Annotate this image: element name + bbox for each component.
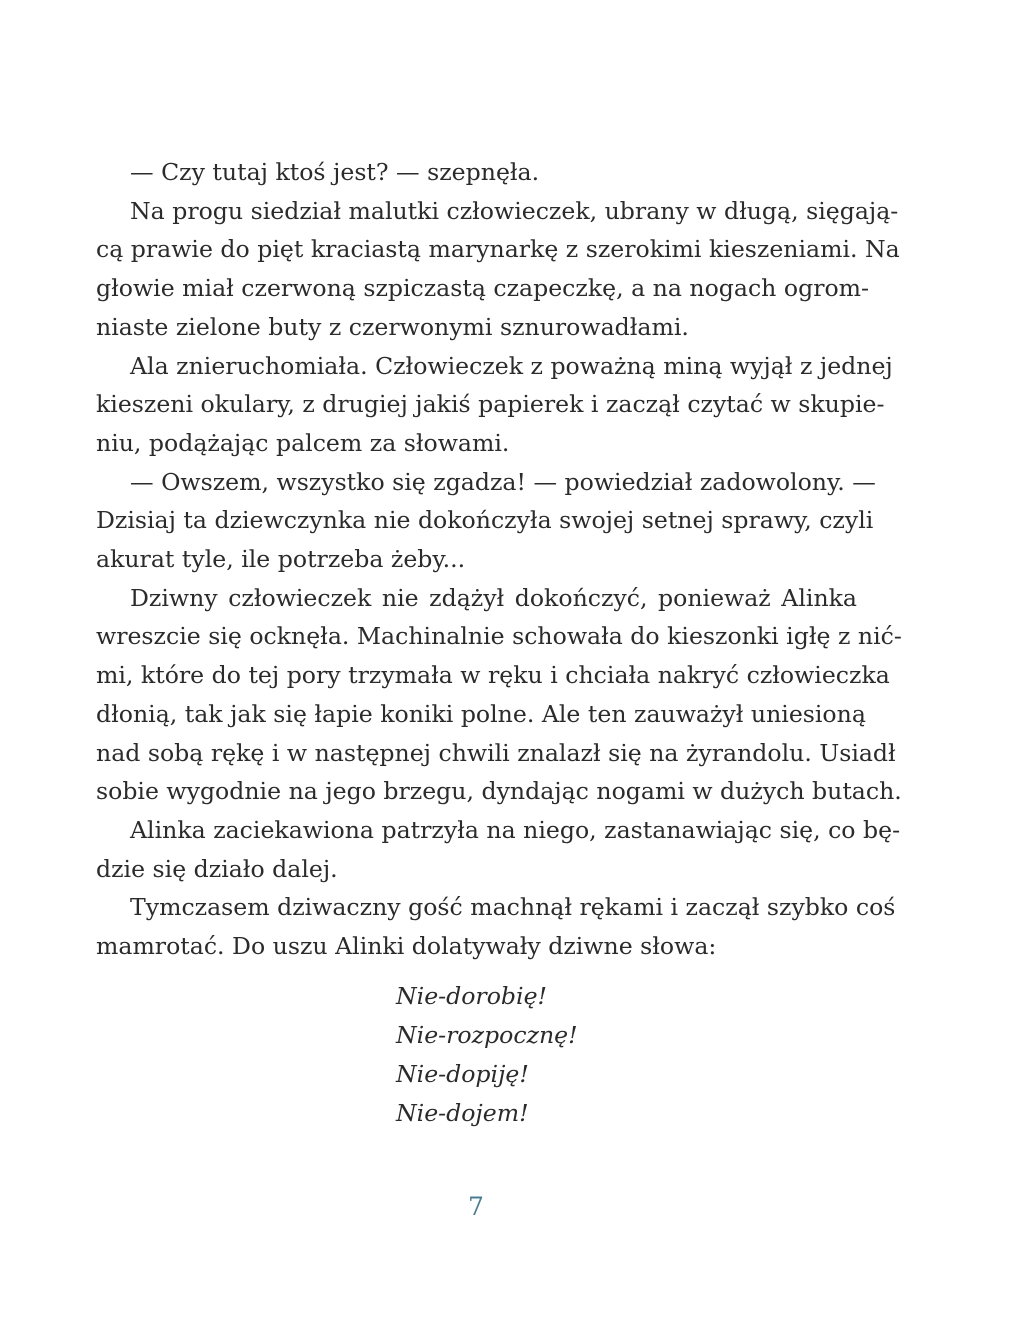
text-line: wreszcie się ocknęła. Machinalnie schowała do kieszonki igłę z nić- [96,622,902,651]
text-line: Tymczasem dziwaczny gość machnął rękami i zaczął szybko coś [130,893,896,922]
text-line: dłonią, tak jak się łapie koniki polne. Ale ten zauważył uniesioną [96,699,866,728]
page-number: 7 [468,1192,484,1221]
text-line: mamrotać. Do uszu Alinki dolatywały dziwne słowa: [96,932,717,961]
text-line: akurat tyle, ile potrzeba żeby... [96,545,466,574]
text-line: Ala znieruchomiała. Człowieczek z poważną miną wyjął z jednej [130,351,893,380]
text-line: Dziwny człowieczek nie zdążył dokończyć, ponieważ Alinka [130,583,857,612]
paragraph [96,811,901,888]
text-line: Na progu siedział malutki człowieczek, ubrany w długą, sięgają- [130,196,899,225]
paragraph [96,463,876,579]
text-line: Alinka zaciekawiona patrzyła na niego, zastanawiając się, co bę- [130,815,901,844]
text-line: dzie się działo dalej. [96,854,338,883]
paragraph [96,192,900,347]
text-line: mi, które do tej pory trzymała w ręku i chciała nakryć człowieczka [96,661,890,690]
text-line: — Owszem, wszystko się zgadza! — powiedział zadowolony. — [130,467,876,496]
poem-line: Nie-dojem! [396,1099,529,1127]
text-line: niu, podążając palcem za słowami. [96,428,510,457]
poem-line: Nie-dopiję! [396,1060,529,1088]
paragraph [96,579,902,811]
text-line: głowie miał czerwoną szpiczastą czapeczkę, a na nogach ogrom- [96,274,870,303]
poem [396,977,578,1133]
paragraph [96,153,857,192]
poem-line: Nie-rozpocznę! [396,1021,578,1049]
text-line: cą prawie do pięt kraciastą marynarkę z szerokimi kieszeniami. Na [96,235,900,264]
text-line: nad sobą rękę i w następnej chwili znalazł się na żyrandolu. Usiadł [96,738,896,767]
text-line: — Czy tutaj ktoś jest? — szepnęła. [130,158,540,186]
text-line: kieszeni okulary, z drugiej jakiś papierek i zaczął czytać w skupie- [96,390,885,419]
paragraph [96,347,893,463]
text-line: Dzisiaj ta dziewczynka nie dokończyła swojej setnej sprawy, czyli [96,506,874,535]
body-text [96,153,902,966]
poem-line: Nie-dorobię! [396,982,548,1010]
text-line: sobie wygodnie na jego brzegu, dyndając nogami w dużych butach. [96,777,902,806]
paragraph [96,888,896,965]
text-line: niaste zielone buty z czerwonymi sznurowadłami. [96,312,689,341]
